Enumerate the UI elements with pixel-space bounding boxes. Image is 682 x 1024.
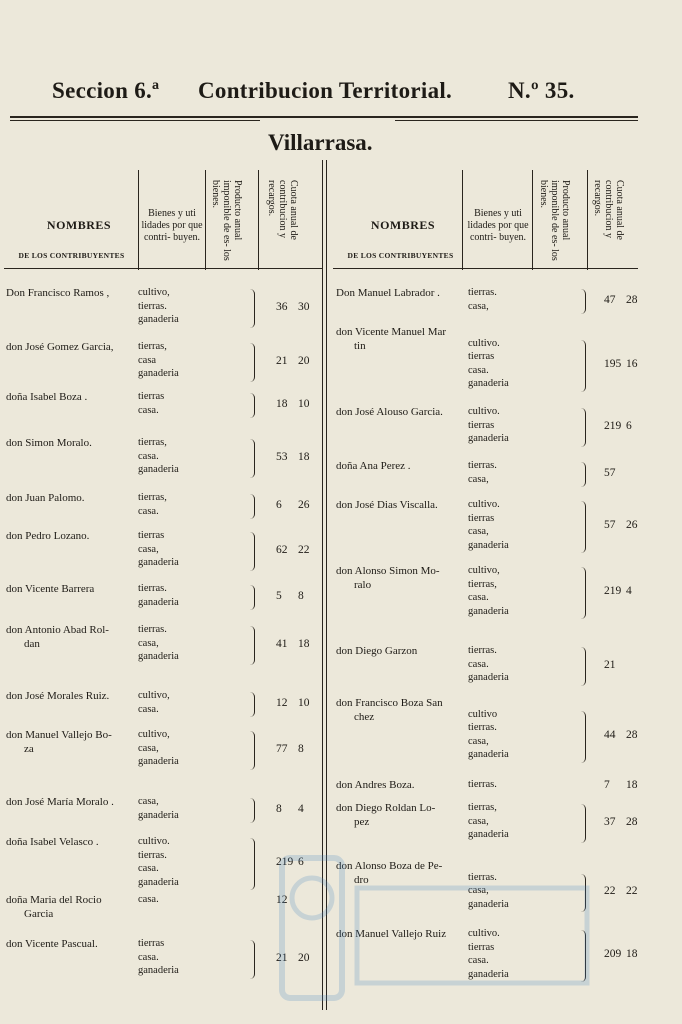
cuota-centimos: 4 xyxy=(626,585,632,598)
property-type: ganaderia xyxy=(138,809,179,821)
col-bienes-left: Bienes y uti lidades por que contri- buyen. xyxy=(141,208,203,243)
property-type: tierras. xyxy=(468,645,497,656)
property-type: casa, xyxy=(468,885,489,896)
contributor-name: dan xyxy=(24,637,40,650)
contributor-name: don Alonso Simon Mo- xyxy=(336,565,440,577)
brace xyxy=(250,393,255,418)
cuota-centimos: 10 xyxy=(298,696,310,709)
contributor-name: tin xyxy=(354,339,366,352)
property-type: tierras. xyxy=(468,779,497,790)
cuota-pesetas: 62 xyxy=(276,543,288,556)
cuota-centimos: 28 xyxy=(626,815,638,828)
contributor-name: don Simon Moralo. xyxy=(6,437,92,449)
contributor-name: don Vicente Manuel Mar xyxy=(336,326,447,338)
colhead-rule-right xyxy=(333,268,638,269)
property-type: tierras xyxy=(468,512,495,524)
property-type: ganaderia xyxy=(138,368,179,379)
cuota-centimos: 26 xyxy=(626,519,638,532)
brace xyxy=(250,940,255,979)
cuota-pesetas: 47 xyxy=(604,293,616,306)
contributor-name: don Antonio Abad Rol- xyxy=(6,624,109,636)
property-type: cultivo, xyxy=(138,287,170,298)
cuota-pesetas: 195 xyxy=(604,357,622,370)
property-type: ganaderia xyxy=(468,433,509,444)
property-type: tierras, xyxy=(468,578,497,590)
divider-left-2 xyxy=(205,170,206,270)
brace xyxy=(250,798,255,823)
cuota-pesetas: 7 xyxy=(604,779,610,791)
property-type: tierras, xyxy=(138,492,167,503)
property-type: ganaderia xyxy=(468,749,509,760)
cuota-pesetas: 22 xyxy=(604,885,616,897)
col-contribuyentes-left: DE LOS CONTRIBUYENTES xyxy=(18,251,125,260)
property-type: casa. xyxy=(138,505,159,517)
header-rule xyxy=(10,116,638,118)
cuota-centimos: 20 xyxy=(298,951,310,964)
cuota-pesetas: 21 xyxy=(276,951,288,964)
property-type: tierras. xyxy=(138,300,167,312)
contributor-name: don Diego Garzon xyxy=(336,645,418,657)
property-type: ganaderia xyxy=(138,314,179,325)
page-title: Contribucion Territorial. xyxy=(198,78,453,103)
brace xyxy=(250,838,255,890)
contributor-name: don José Gomez Garcia, xyxy=(6,341,114,353)
property-type: cultivo. xyxy=(138,836,170,847)
property-type: tierras. xyxy=(468,722,497,733)
contributor-name: don Andres Boza. xyxy=(336,779,415,791)
property-type: ganaderia xyxy=(468,378,509,389)
contributor-name: don Vicente Pascual. xyxy=(6,938,98,950)
contributor-name: don Vicente Barrera xyxy=(6,583,95,595)
property-type: tierras xyxy=(138,938,165,949)
subtitle-rule-right xyxy=(395,120,638,121)
cuota-centimos: 8 xyxy=(298,742,304,755)
property-type: ganaderia xyxy=(138,965,179,976)
property-type: ganaderia xyxy=(138,596,179,608)
property-type: tierras. xyxy=(468,871,497,883)
property-type: tierras, xyxy=(138,341,167,352)
contributor-name: ralo xyxy=(354,578,372,591)
property-type: tierras xyxy=(138,530,165,541)
brace xyxy=(581,501,586,553)
brace xyxy=(581,340,586,392)
property-type: casa. xyxy=(138,404,159,416)
property-type: ganaderia xyxy=(468,605,509,617)
cuota-pesetas: 209 xyxy=(604,948,622,961)
property-type: tierras. xyxy=(138,583,167,594)
col-contribuyentes-right: DE LOS CONTRIBUYENTES xyxy=(347,251,454,260)
property-type: cultivo, xyxy=(138,690,170,701)
property-type: casa. xyxy=(138,894,159,905)
contributor-name: dro xyxy=(354,873,369,886)
brace xyxy=(250,494,255,519)
brace xyxy=(581,408,586,447)
contributor-name: don Francisco Boza San xyxy=(336,697,443,709)
property-type: cultivo, xyxy=(138,729,170,740)
property-type: tierras, xyxy=(468,802,497,813)
col-producto-left: Producto anual imponible de es- los bienes. xyxy=(210,180,243,261)
contributor-name: pez xyxy=(354,815,370,828)
property-type: tierras xyxy=(468,351,495,362)
property-type: ganaderia xyxy=(138,756,179,767)
cuota-centimos: 18 xyxy=(626,948,638,961)
cuota-pesetas: 18 xyxy=(276,397,288,410)
cuota-pesetas: 37 xyxy=(604,815,616,828)
property-type: ganaderia xyxy=(138,464,179,475)
cuota-centimos: 4 xyxy=(298,802,304,815)
contributor-name: za xyxy=(24,742,34,755)
contributor-name: don José Morales Ruiz. xyxy=(6,690,110,702)
cuota-centimos: 6 xyxy=(626,419,632,432)
cuota-pesetas: 8 xyxy=(276,802,282,815)
cuota-pesetas: 57 xyxy=(604,466,616,479)
property-type: casa, xyxy=(468,526,489,537)
cuota-pesetas: 12 xyxy=(276,696,288,709)
property-type: casa, xyxy=(468,735,489,747)
brace xyxy=(581,711,586,763)
property-type: ganaderia xyxy=(138,876,179,888)
brace xyxy=(250,692,255,717)
property-type: ganaderia xyxy=(138,651,179,662)
contributor-name: Don Francisco Ramos , xyxy=(6,287,110,299)
brace xyxy=(250,343,255,382)
contributor-name: Garcia xyxy=(24,907,54,920)
property-type: ganaderia xyxy=(468,968,509,980)
brace xyxy=(250,731,255,770)
contributor-name: Don Manuel Labrador . xyxy=(336,287,440,299)
brace xyxy=(581,647,586,686)
brace xyxy=(250,532,255,571)
cuota-pesetas: 219 xyxy=(604,585,622,598)
brace xyxy=(581,567,586,619)
property-type: tierras. xyxy=(138,624,167,635)
cuota-centimos: 28 xyxy=(626,728,638,741)
contributor-name: don José María Moralo . xyxy=(6,796,114,808)
brace xyxy=(250,289,255,328)
cuota-centimos: 30 xyxy=(298,300,310,313)
property-type: ganaderia xyxy=(468,539,509,551)
cuota-pesetas: 57 xyxy=(604,519,616,532)
contributor-name: don Manuel Vallejo Bo- xyxy=(6,729,112,741)
property-type: ganaderia xyxy=(468,898,509,910)
property-type: tierras xyxy=(138,391,165,402)
contributor-name: chez xyxy=(354,710,375,723)
watermark-seal xyxy=(262,848,602,1008)
page-number: N.º 35. xyxy=(508,78,575,103)
contributor-name: don Juan Palomo. xyxy=(6,492,85,504)
property-type: ganaderia xyxy=(138,557,179,568)
cuota-centimos: 22 xyxy=(626,885,638,897)
col-nombres-left: NOMBRES xyxy=(46,218,112,232)
brace xyxy=(250,585,255,610)
cuota-centimos: 20 xyxy=(298,354,310,367)
property-type: casa. xyxy=(138,863,159,874)
brace xyxy=(250,439,255,478)
property-type: casa, xyxy=(468,473,489,485)
col-nombres-right: NOMBRES xyxy=(370,218,436,232)
contributor-name: don Diego Roldan Lo- xyxy=(336,802,436,814)
cuota-centimos: 6 xyxy=(298,856,304,869)
divider-right-1 xyxy=(462,170,463,270)
cuota-centimos: 18 xyxy=(298,637,310,650)
property-type: tierras. xyxy=(468,460,497,471)
contributor-name: doña Maria del Rocio xyxy=(6,894,102,906)
cuota-pesetas: 219 xyxy=(604,419,622,432)
cuota-centimos: 8 xyxy=(298,589,304,602)
property-type: tierras xyxy=(468,941,495,953)
cuota-centimos: 10 xyxy=(298,397,310,410)
property-type: cultivo. xyxy=(468,337,500,349)
property-type: cultivo. xyxy=(468,406,500,417)
subtitle-rule-left xyxy=(10,120,260,121)
property-type: casa, xyxy=(468,300,489,312)
col-producto-right: Producto anual imponible de es- los bienes. xyxy=(538,180,571,261)
cuota-centimos: 18 xyxy=(626,779,638,791)
divider-left-3 xyxy=(258,170,259,270)
property-type: tierras. xyxy=(138,849,167,861)
town-title: Villarrasa. xyxy=(268,130,373,155)
contributor-name: don Pedro Lozano. xyxy=(6,530,90,542)
property-type: casa, xyxy=(138,796,159,807)
cuota-pesetas: 53 xyxy=(276,450,288,463)
cuota-centimos: 26 xyxy=(298,498,310,511)
section-label: Seccion 6.ª xyxy=(52,78,160,103)
col-cuota-left: Cuota anual de contribucion y recargos. xyxy=(266,180,299,240)
cuota-pesetas: 6 xyxy=(276,498,282,511)
cuota-pesetas: 21 xyxy=(276,354,288,367)
brace xyxy=(581,462,586,487)
contributor-name: don Manuel Vallejo Ruiz xyxy=(336,928,447,940)
property-type: casa. xyxy=(138,951,159,963)
property-type: casa xyxy=(138,354,157,366)
property-type: casa. xyxy=(138,703,159,715)
property-type: casa, xyxy=(468,815,489,827)
contributor-name: doña Isabel Velasco . xyxy=(6,836,99,848)
cuota-pesetas: 12 xyxy=(276,894,288,906)
property-type: casa, xyxy=(138,742,159,754)
property-type: tierras, xyxy=(138,437,167,448)
property-type: casa, xyxy=(138,543,159,555)
property-type: casa. xyxy=(138,450,159,462)
divider-right-2 xyxy=(532,170,533,270)
brace xyxy=(581,804,586,843)
cuota-pesetas: 41 xyxy=(276,637,288,650)
property-type: casa. xyxy=(468,955,489,966)
cuota-pesetas: 5 xyxy=(276,589,282,602)
property-type: cultivo, xyxy=(468,565,500,576)
brace xyxy=(250,626,255,665)
property-type: casa, xyxy=(138,637,159,649)
col-bienes-right: Bienes y uti lidades por que contri- buyen. xyxy=(467,208,529,243)
property-type: ganaderia xyxy=(468,672,509,683)
contributor-name: doña Ana Perez . xyxy=(336,460,411,472)
property-type: casa. xyxy=(468,658,489,670)
cuota-pesetas: 77 xyxy=(276,742,288,755)
cuota-centimos: 18 xyxy=(298,450,310,463)
cuota-pesetas: 21 xyxy=(604,658,616,671)
property-type: cultivo. xyxy=(468,928,500,939)
property-type: ganaderia xyxy=(468,829,509,840)
cuota-centimos: 22 xyxy=(298,543,310,556)
property-type: cultivo xyxy=(468,708,498,720)
property-type: tierras xyxy=(468,419,495,431)
property-type: cultivo. xyxy=(468,499,500,510)
property-type: casa. xyxy=(468,592,489,603)
cuota-pesetas: 44 xyxy=(604,728,616,741)
contributor-name: don Alonso Boza de Pe- xyxy=(336,860,443,872)
contributor-name: doña Isabel Boza . xyxy=(6,391,88,403)
property-type: tierras. xyxy=(468,287,497,298)
contributor-name: don José Dias Viscalla. xyxy=(336,499,438,511)
cuota-pesetas: 36 xyxy=(276,300,288,313)
cuota-centimos: 28 xyxy=(626,293,638,306)
brace xyxy=(581,289,586,314)
divider-left-1 xyxy=(138,170,139,270)
col-cuota-right: Cuota anual de contribucion y recargos. xyxy=(592,180,625,240)
contributor-name: don José Alouso Garcia. xyxy=(336,406,443,418)
divider-right-3 xyxy=(587,170,588,270)
colhead-rule-left xyxy=(4,268,322,269)
cuota-centimos: 16 xyxy=(626,357,638,370)
cuota-pesetas: 219 xyxy=(276,856,294,869)
property-type: casa. xyxy=(468,364,489,376)
